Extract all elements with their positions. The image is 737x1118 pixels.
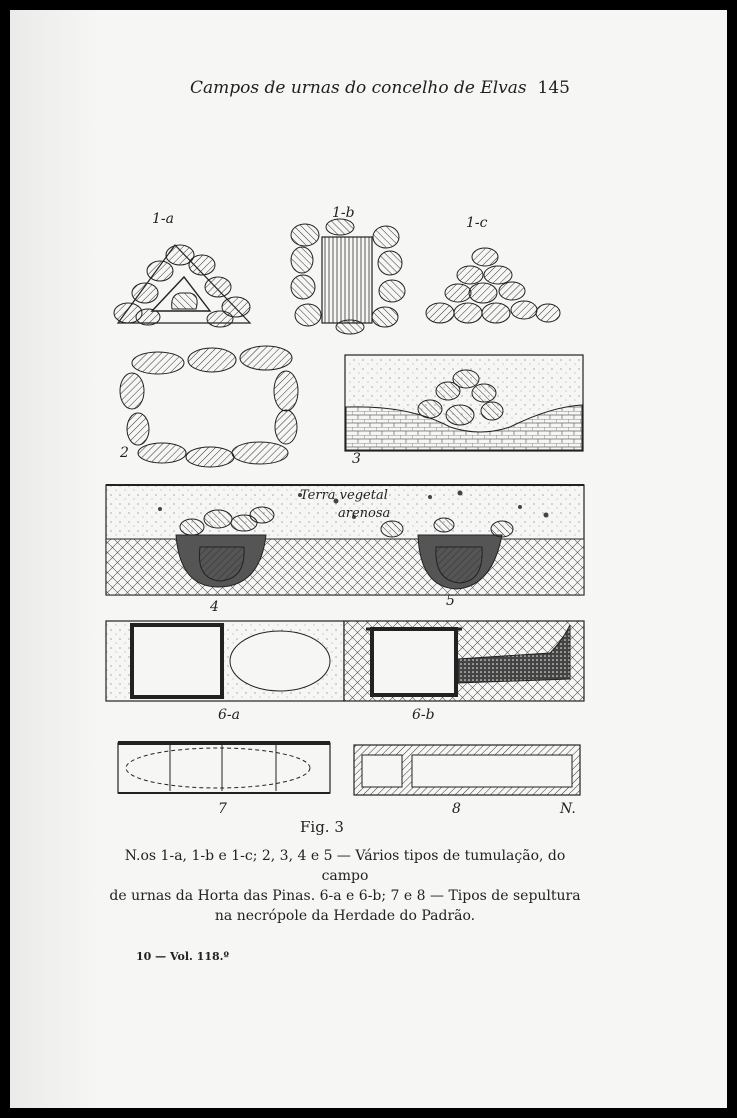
- label-8: 8: [452, 801, 461, 815]
- artist-signature: N.: [560, 801, 576, 815]
- figure-3: [100, 195, 590, 815]
- label-1a: 1-a: [152, 211, 174, 227]
- label-arenosa: arenosa: [338, 506, 391, 521]
- figure-label: Fig. 3: [300, 818, 344, 836]
- label-1c: 1-c: [466, 215, 488, 231]
- label-3: 3: [352, 451, 361, 467]
- running-title: Campos de urnas do concelho de Elvas: [190, 78, 527, 98]
- caption-line-3: na necrópole da Herdade do Padrão.: [214, 908, 476, 924]
- tumulus-1a: [114, 245, 250, 327]
- label-1b: 1-b: [332, 205, 355, 221]
- caption-line-1: N.os 1-a, 1-b e 1-c; 2, 3, 4 e 5 — Vários tipos de tumulação, do campo: [124, 848, 566, 884]
- label-2: 2: [120, 445, 129, 461]
- figure-caption: [100, 846, 590, 926]
- label-6b: 6-b: [412, 707, 435, 723]
- plan-7: [118, 743, 330, 793]
- label-5: 5: [446, 593, 455, 609]
- figure-drawing: [100, 195, 590, 815]
- page-shadow: [10, 10, 100, 1108]
- label-4: 4: [210, 599, 219, 615]
- stone-ring-2: [120, 346, 298, 467]
- section-3: [345, 355, 583, 451]
- tumulus-1b: [291, 219, 405, 334]
- running-head: [190, 78, 570, 100]
- label-7: 7: [218, 801, 227, 815]
- label-terra-vegetal: Terra vegetal: [300, 488, 388, 503]
- caption-line-2: de urnas da Horta das Pinas. 6-a e 6-b; 7 e 8 — Tipos de sepultura: [109, 888, 581, 904]
- volume-footer: 10 — Vol. 118.º: [136, 950, 229, 963]
- label-6a: 6-a: [218, 707, 240, 723]
- tumulus-1c: [426, 248, 560, 323]
- plan-6a: [106, 621, 344, 701]
- plan-8: [354, 745, 580, 795]
- page-number: 145: [537, 78, 570, 98]
- section-6b: [344, 621, 584, 701]
